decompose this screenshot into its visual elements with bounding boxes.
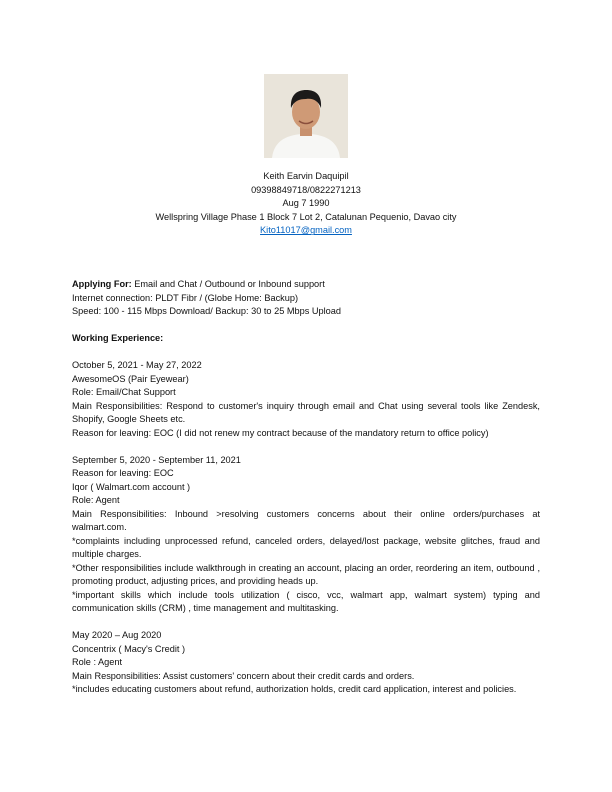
address: Wellspring Village Phase 1 Block 7 Lot 2, Catalunan Pequenio, Davao city bbox=[155, 211, 457, 222]
job-responsibilities: Main Responsibilities: Respond to customer's inquiry through email and Chat using several tools like Zendesk, Shopify, Google Sheets etc. bbox=[72, 400, 540, 424]
contact-header bbox=[0, 170, 612, 238]
job-company: Concentrix ( Macy's Credit ) bbox=[72, 643, 186, 654]
job-role: Role: Agent bbox=[72, 495, 120, 505]
job-reason-leaving: Reason for leaving: EOC (I did not renew my contract because of the mandatory return to office policy) bbox=[72, 427, 489, 438]
job-detail: *includes educating customers about refund, authorization holds, credit card application, interest and policies. bbox=[72, 684, 517, 694]
job-detail: *Other responsibilities include walkthrough in creating an account, placing an order, reordering an item, outbound , promoting product, adjusting prices, and providing heads up. bbox=[72, 562, 540, 586]
job-role: Role: Email/Chat Support bbox=[72, 387, 176, 397]
phone-numbers: 09398849718/0822271213 bbox=[251, 184, 361, 195]
job-role: Role : Agent bbox=[72, 657, 123, 667]
job-responsibilities: Main Responsibilities: Assist customers' concern about their credit cards and orders. bbox=[72, 670, 415, 681]
applicant-name: Keith Earvin Daquipil bbox=[263, 171, 349, 181]
internet-connection: Internet connection: PLDT Fibr / (Globe Home: Backup) bbox=[72, 292, 299, 303]
job-dates: May 2020 – Aug 2020 bbox=[72, 630, 162, 640]
job-detail: *important skills which include tools utilization ( cisco, vcc, walmart app, walmart system) typing and communication skills (CRM) , time management and multitasking. bbox=[72, 589, 540, 613]
job-entry bbox=[72, 454, 540, 616]
job-dates: September 5, 2020 - September 11, 2021 bbox=[72, 454, 241, 465]
internet-speed: Speed: 100 - 115 Mbps Download/ Backup: 30 to 25 Mbps Upload bbox=[72, 306, 341, 316]
profile-photo bbox=[264, 74, 348, 158]
email-link[interactable]: Kito11017@gmail.com bbox=[260, 225, 352, 236]
summary-section bbox=[72, 278, 540, 697]
job-reason-leaving: Reason for leaving: EOC bbox=[72, 468, 174, 478]
applying-label: Applying For: bbox=[72, 279, 132, 289]
job-responsibilities: Main Responsibilities: Inbound >resolving customers concerns about their online orders/purchases at walmart.com. bbox=[72, 508, 540, 532]
job-company: Iqor ( Walmart.com account ) bbox=[72, 481, 191, 492]
applying-value: Email and Chat / Outbound or Inbound support bbox=[131, 279, 325, 289]
job-entry bbox=[72, 629, 540, 697]
job-detail: *complaints including unprocessed refund, canceled orders, delayed/lost package, website glitches, fraud and multiple charges. bbox=[72, 535, 540, 559]
job-company: AwesomeOS (Pair Eyewear) bbox=[72, 373, 189, 384]
job-entry bbox=[72, 359, 540, 440]
experience-heading: Working Experience: bbox=[72, 333, 164, 343]
birthdate: Aug 7 1990 bbox=[282, 198, 330, 209]
job-dates: October 5, 2021 - May 27, 2022 bbox=[72, 360, 202, 370]
